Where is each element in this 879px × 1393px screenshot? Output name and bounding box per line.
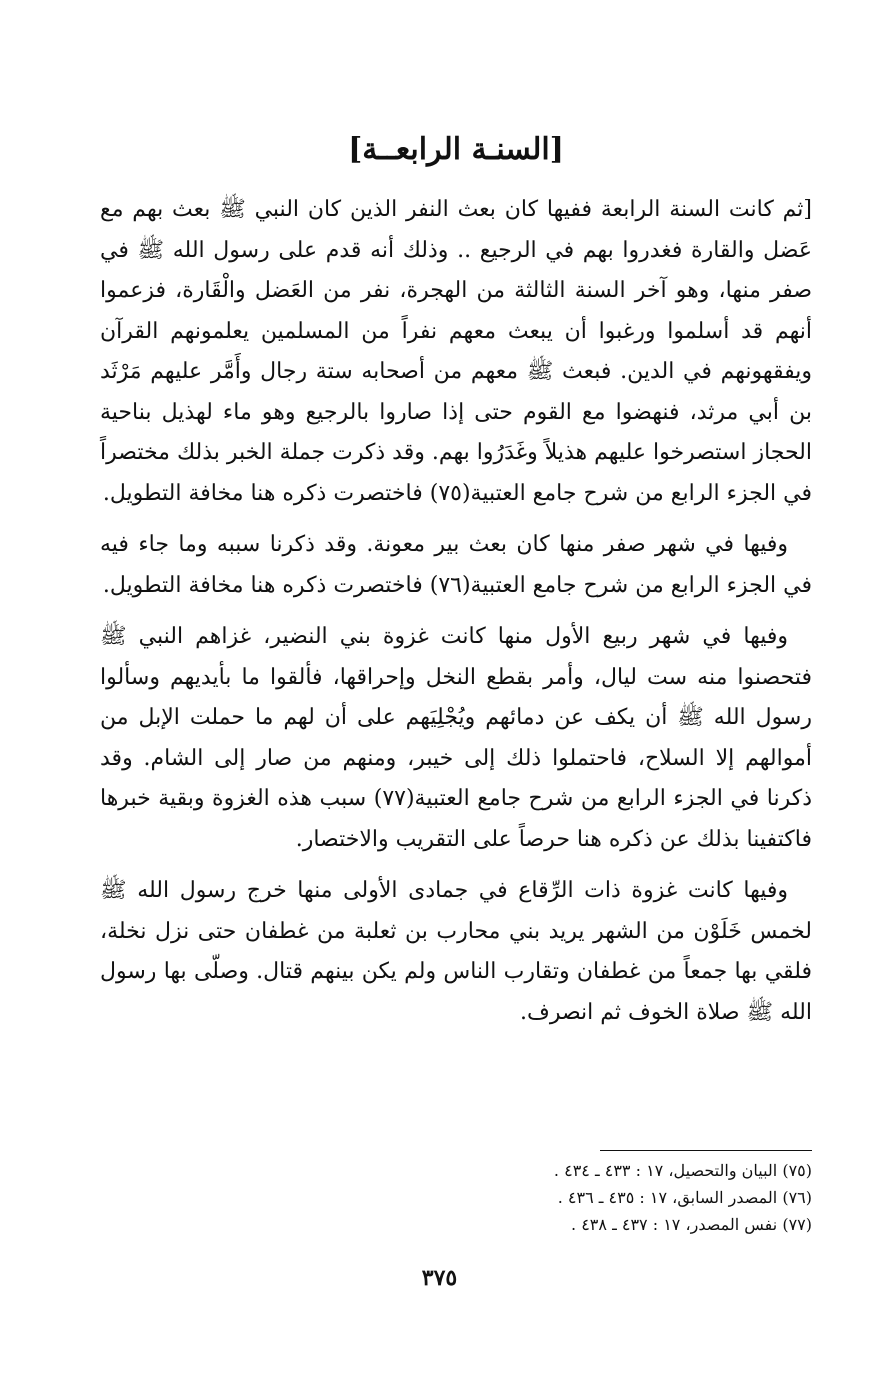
footnote-75: (٧٥) البيان والتحصيل، ١٧ : ٤٣٣ ـ ٤٣٤ . [553, 1161, 812, 1180]
footnote-76: (٧٦) المصدر السابق، ١٧ : ٤٣٥ ـ ٤٣٦ . [557, 1188, 812, 1207]
section-heading: [السنـة الرابعــة] [348, 132, 564, 167]
paragraph-dhat-al-riqa: وفيها كانت غزوة ذات الرِّقاع في جمادى الأولى منها خرج رسول الله ﷺ لخمس خَلَوْن من الشهر يريد بني محارب بن ثعلبة من غطفان حتى نزل نخلة، فلقي بها جمعاً من غطفان وتقارب الناس ولم يكن بينهم قتال. وصلّى بها رسول الله ﷺ صلاة الخوف ثم انصرف. [100, 878, 812, 1025]
page-number: ٣٧٥ [421, 1265, 458, 1291]
footnotes [100, 1150, 812, 1238]
footnote-77: (٧٧) نفس المصدر، ١٧ : ٤٣٧ ـ ٤٣٨ . [571, 1215, 812, 1234]
paragraph-bir-maunah: وفيها في شهر صفر منها كان بعث بير معونة. وقد ذكرنا سببه وما جاء فيه في الجزء الرابع من شرح جامع العتبية(٧٦) فاختصرت ذكره هنا مخافة التطويل. [100, 532, 812, 598]
footnote-divider [600, 1150, 812, 1151]
paragraph-bani-nadir: وفيها في شهر ربيع الأول منها كانت غزوة بني النضير، غزاهم النبي ﷺ فتحصنوا منه ست ليال، وأمر بقطع النخل وإحراقها، فألقوا ما بأيديهم وسألوا رسول الله ﷺ أن يكف عن دمائهم ويُجْلِيَهم على أن لهم ما حملت الإبل من أموالهم إلا السلاح، فاحتملوا ذلك إلى خيبر، ومنهم من صار إلى الشام. وقد ذكرنا في الجزء الرابع من شرح جامع العتبية(٧٧) سبب هذه الغزوة وبقية خبرها فاكتفينا بذلك عن ذكره هنا حرصاً على التقريب والاختصار. [100, 624, 812, 852]
paragraph-raji-expedition: [ثم كانت السنة الرابعة ففيها كان بعث النفر الذين كان النبي ﷺ بعث بهم مع عَضل والقارة فغدروا بهم في الرجيع .. وذلك أنه قدم على رسول الله ﷺ في صفر منها، وهو آخر السنة الثالثة من الهجرة، نفر من العَضل والْقَارة، فزعموا أنهم قد أسلموا ورغبوا أن يبعث معهم نفراً من المسلمين يعلمونهم القرآن ويفقهونهم في الدين. فبعث ﷺ معهم من أصحابه ستة رجال وأَمَّر عليهم مَرْثَد بن أبي مرثد، فنهضوا مع القوم حتى إذا صاروا بالرجيع وهو ماء لهذيل بناحية الحجاز استصرخوا عليهم هذيلاً وغَدَرُوا بهم. وقد ذكرت جملة الخبر بذلك مختصراً في الجزء الرابع من شرح جامع العتبية(٧٥) فاختصرت ذكره هنا مخافة التطويل. [100, 197, 812, 506]
page-body [100, 130, 812, 1044]
